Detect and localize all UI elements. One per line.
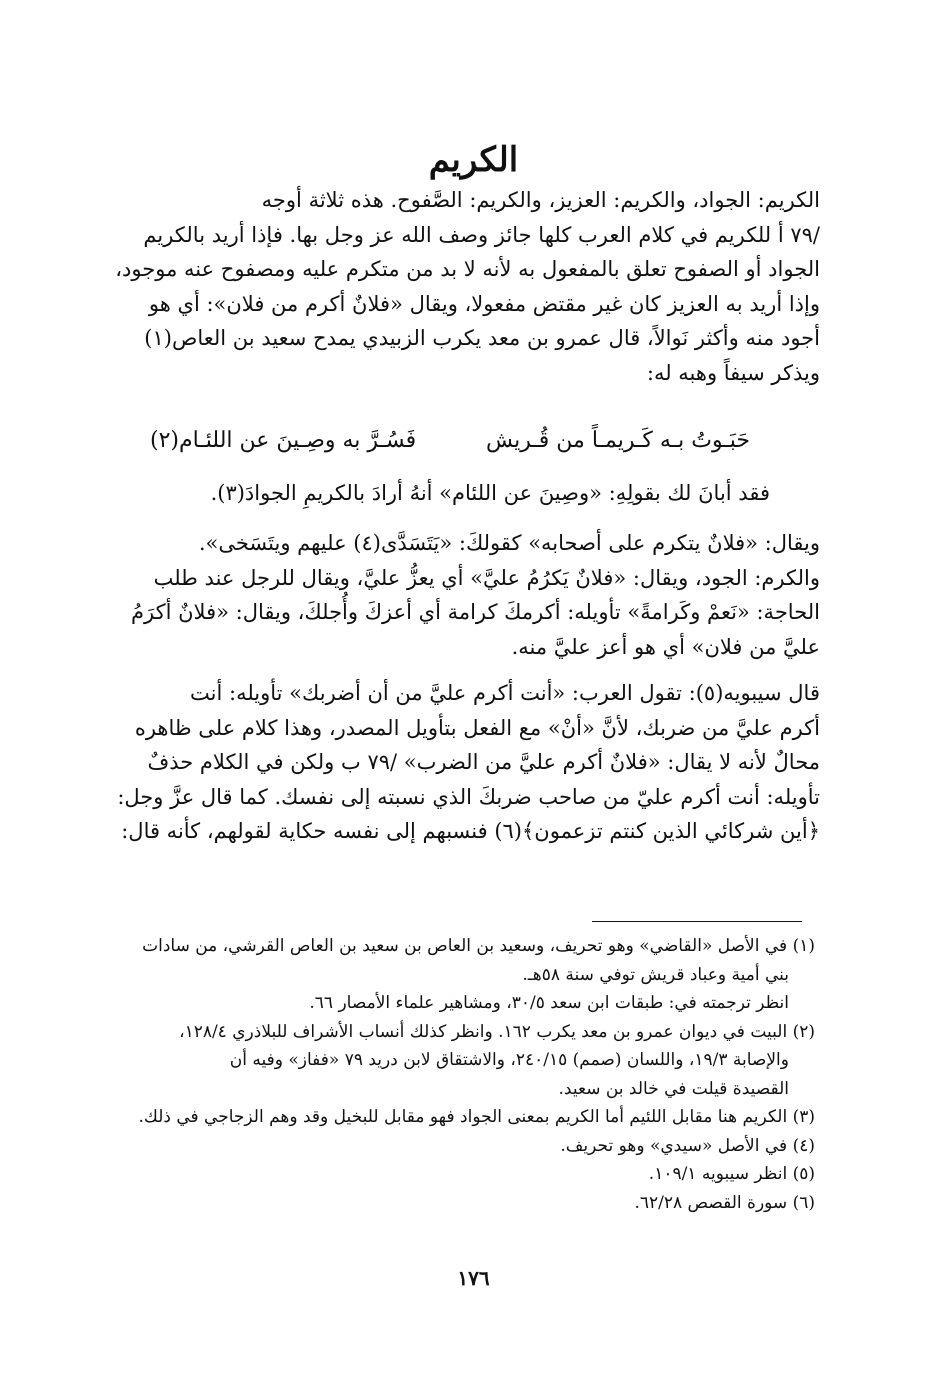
footnote-line: بني أمية وعباد قريش توفي سنة ٥٨هـ. xyxy=(522,964,789,985)
footnote-line: القصيدة قيلت في خالد بن سعيد. xyxy=(558,1078,789,1099)
text-line: الجواد أو الصفوح تعلق بالمفعول به لأنه لا بد من متكرم عليه ومصفوح عنه موجود، xyxy=(115,257,820,281)
footnotes xyxy=(102,932,815,1217)
footnote-line: (٣) الكريم هنا مقابل اللئيم أما الكريم بمعنى الجواد فهو مقابل للبخيل وقد وهم الزجاجي في ذلك. xyxy=(138,1107,815,1127)
later-paragraphs xyxy=(105,526,820,849)
text-line: أكرم عليَّ من ضربك، لأنَّ «أنْ» مع الفعل بتأويل المصدر، وهذا كلام على ظاهره xyxy=(134,715,820,740)
footnote-line: (١) في الأصل «القاضي» وهو تحريف، وسعيد بن العاص بن سعيد بن العاص القرشي، من سادات xyxy=(142,936,815,956)
verse-commentary: فقد أبانَ لك بقولِهِ: «وصِينَ عن اللئام» أنهُ أرادَ بالكريمِ الجوادَ(٣). xyxy=(210,481,770,505)
footnote-line: (٢) البيت في ديوان عمرو بن معد يكرب ١٦٢. وانظر كذلك أنساب الأشراف للبلاذري ١٢٨/٤، xyxy=(179,1021,815,1042)
text-line: محالٌ لأنه لا يقال: «فلانٌ أكرم عليَّ من الضرب» /٧٩ ب ولكن في الكلام حذفٌ xyxy=(147,750,820,774)
text-line: قال سيبويه(٥): تقول العرب: «أنت أكرم عليَّ من أن أضربك» تأويله: أنت xyxy=(190,681,820,705)
text-line: والكرم: الجود، ويقال: «فلانٌ يَكرُمُ عليَّ» أي يعزُّ عليَّ، ويقال للرجل عند طلب xyxy=(153,565,820,590)
text-line: ويقال: «فلانٌ يتكرم على أصحابه» كقولكَ: «يَتَسَدَّى(٤) عليهم ويتَسَخى». xyxy=(198,531,820,555)
text-line: أجود منه وأكثر نَوالاً، قال عمرو بن معد يكرب الزبيدي يمدح سعيد بن العاص(١) xyxy=(144,326,820,350)
verse-second-hemistich: فَسُـرَّ به وصِـينَ عن اللئـام(٢) xyxy=(150,428,417,453)
text-line: عليَّ من فلان» أي هو أعز عليَّ منه. xyxy=(511,634,820,659)
text-line: /٧٩ أ للكريم في كلام العرب كلها جائز وصف الله عز وجل بها. فإذا أريد بالكريم xyxy=(143,222,820,247)
poetry-verse xyxy=(150,424,750,458)
text-line: ويذكر سيفاً وهبه له: xyxy=(646,360,820,385)
footnote-line: (٦) سورة القصص ٦٢/٢٨. xyxy=(634,1192,815,1213)
text-line: ﴿أين شركائي الذين كنتم تزعمون﴾(٦) فنسبهم إلى نفسه حكاية لقولهم، كأنه قال: xyxy=(121,819,820,843)
text-line: الكريم: الجواد، والكريم: العزيز، والكريم: الصَّفوح. هذه ثلاثة أوجه xyxy=(261,188,820,212)
verse-first-hemistich: حَبَـوتُ بـه كَـريمـاً من قُـريش xyxy=(486,428,750,453)
text-line: الحاجة: «نَعمْ وكَرامةً» تأويله: أكرمكَ كرامة أي أعزكَ وأُجلكَ، ويقال: «فلانٌ أكرَمُ xyxy=(131,600,820,624)
page-number: ١٧٦ xyxy=(457,1266,490,1290)
footnote-separator xyxy=(592,921,802,922)
entry-title: الكريم xyxy=(428,140,519,180)
text-line: تأويله: أنت أكرم عليّ من صاحب ضربكَ الذي نسبته إلى نفسك. كما قال عزَّ وجل: xyxy=(117,784,820,809)
footnote-line: (٥) انظر سيبويه ١٠٩/١. xyxy=(648,1164,815,1184)
footnote-line: (٤) في الأصل «سيدي» وهو تحريف. xyxy=(560,1135,815,1156)
footnote-line: والإصابة ١٩/٣، واللسان (صمم) ٢٤٠/١٥، والاشتقاق لابن دريد ٧٩ «ففاز» وفيه أن xyxy=(229,1050,789,1070)
footnote-line: انظر ترجمته في: طبقات ابن سعد ٣٠/٥، ومشاهير علماء الأمصار ٦٦. xyxy=(309,993,789,1013)
first-paragraph xyxy=(105,183,820,390)
text-line: وإذا أريد به العزيز كان غير مقتض مفعولا، ويقال «فلانٌ أكرم من فلان»: أي هو xyxy=(148,291,820,316)
